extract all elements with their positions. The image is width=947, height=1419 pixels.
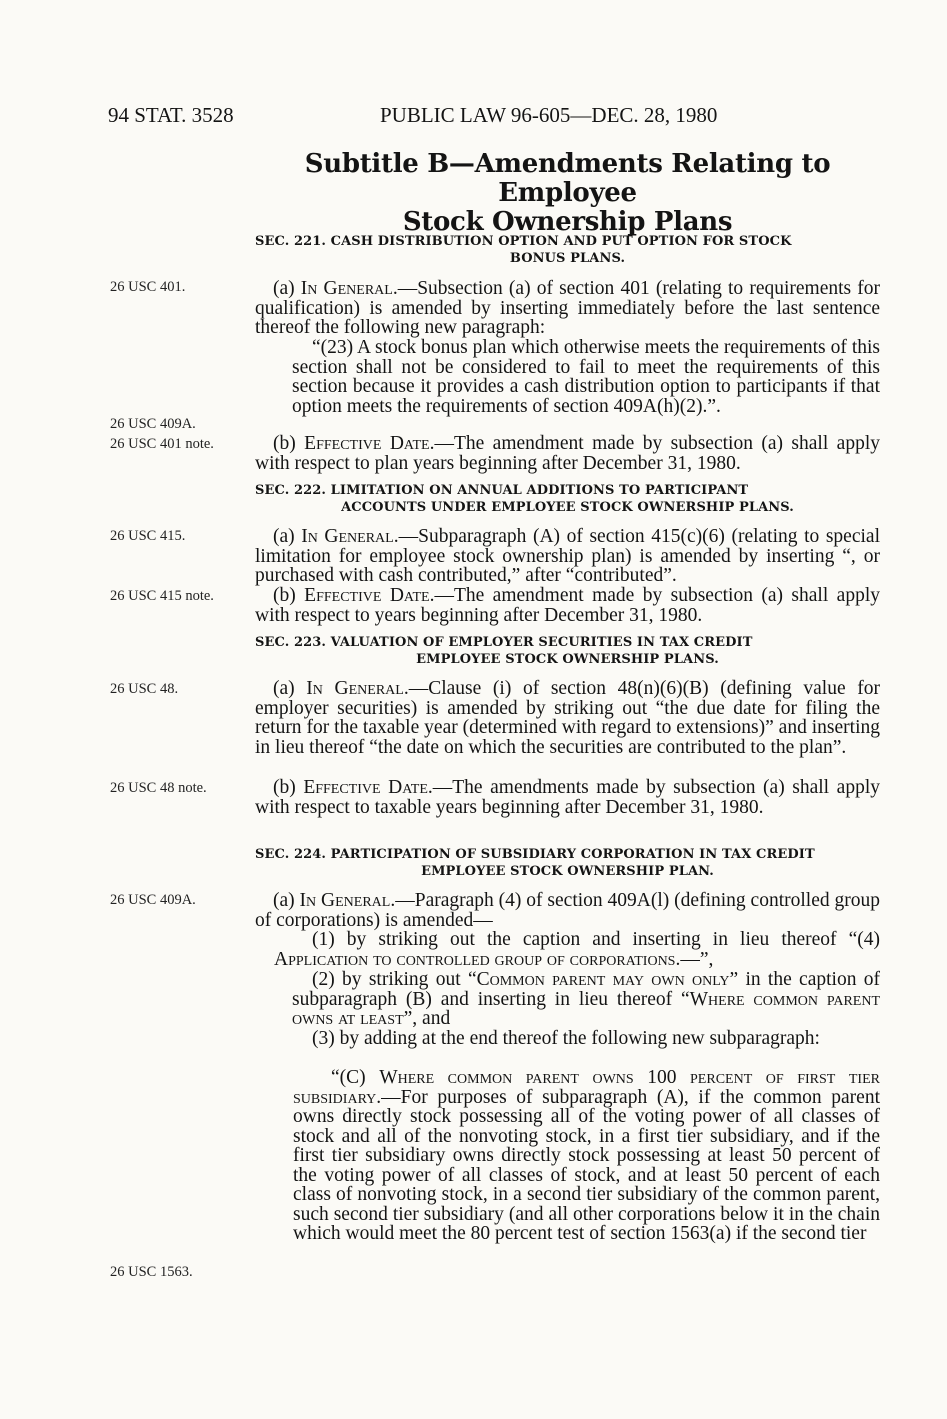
subtitle-line-2: Stock Ownership Plans <box>402 207 733 237</box>
margin-note: 26 USC 48 note. <box>110 780 207 796</box>
section-224-heading-cont: EMPLOYEE STOCK OWNERSHIP PLAN. <box>421 864 714 879</box>
section-223-b: (b) Effective Date.—The amendments made by subsection (a) shall apply with respect to taxable years beginning after December 31, 1980. <box>255 777 880 818</box>
section-223-a: (a) In General.—Clause (i) of section 48(n)(6)(B) (defining value for employer securities) is amended by striking out “the due date for filing the return for the taxable year (determined with regard to extensions)” and inserting in lieu thereof “the date on which the securities are contributed to the plan”. <box>255 678 880 758</box>
section-221-heading <box>255 233 880 267</box>
section-224-heading <box>255 846 880 880</box>
section-224-a: (a) In General.—Paragraph (4) of section 409A(l) (defining controlled group of corporations) is amended— <box>255 890 880 931</box>
section-223-heading <box>255 634 880 668</box>
section-221-heading-cont: BONUS PLANS. <box>509 251 626 266</box>
section-224-item-1: (1) by striking out the caption and inserting in lieu thereof “(4) Application to controlled group of corporations.—”, <box>274 929 880 970</box>
section-221-quote: “(23) A stock bonus plan which otherwise meets the requirements of this section shall not be considered to fail to meet the requirements of this section because it provides a cash distribution option to participants if that option meets the requirements of section 409A(h)(2).”. <box>292 337 880 417</box>
margin-note: 26 USC 415 note. <box>110 588 214 604</box>
margin-note: 26 USC 415. <box>110 528 186 544</box>
section-222-a: (a) In General.—Subparagraph (A) of section 415(c)(6) (relating to special limitation for employee stock ownership plan) is amended by inserting “, or purchased with cash contributed,” after “contributed”. <box>255 526 880 586</box>
caption: Where common parent owns 100 percent of first tier subsidiary. <box>293 1067 880 1108</box>
caption: In General. <box>306 678 409 699</box>
caption: Effective Date. <box>304 585 435 606</box>
caption: Common parent may own only <box>476 969 730 990</box>
caption: In General. <box>301 526 399 547</box>
caption: Where common parent owns at least <box>292 988 880 1029</box>
section-222-heading-line: SEC. 222. LIMITATION ON ANNUAL ADDITIONS TO PARTICIPANT <box>255 483 749 498</box>
section-221-a: (a) In General.—Subsection (a) of section 401 (relating to requirements for qualification) is amended by inserting immediately before the last sentence thereof the following new paragraph: <box>255 278 880 338</box>
margin-note: 26 USC 401 note. <box>110 436 214 452</box>
caption: In General. <box>299 890 396 911</box>
section-224-item-3: (3) by adding at the end thereof the following new subparagraph: <box>312 1028 820 1049</box>
caption: In General. <box>300 278 398 299</box>
subtitle-line-1: Subtitle B—Amendments Relating to Employee <box>304 149 831 208</box>
section-221-b: (b) Effective Date.—The amendment made by subsection (a) shall apply with respect to plan years beginning after December 31, 1980. <box>255 433 880 474</box>
section-222-heading-cont: ACCOUNTS UNDER EMPLOYEE STOCK OWNERSHIP PLANS. <box>341 500 794 515</box>
section-223-heading-cont: EMPLOYEE STOCK OWNERSHIP PLANS. <box>416 652 719 667</box>
section-224-heading-line: SEC. 224. PARTICIPATION OF SUBSIDIARY CORPORATION IN TAX CREDIT <box>255 847 815 862</box>
section-224-item-2: (2) by striking out “Common parent may own only” in the caption of subparagraph (B) and inserting in lieu thereof “Where common parent owns at least”, and <box>292 969 880 1029</box>
section-222-heading <box>255 482 880 516</box>
section-224-subparagraph-c: “(C) Where common parent owns 100 percent of first tier subsidiary.—For purposes of subparagraph (A), if the common parent owns directly stock possessing all of the voting power of all classes of stock and all of the nonvoting stock, in a first tier subsidiary, and if the first tier subsidiary owns directly stock possessing at least 50 percent of the voting power of all classes of stock, and at least 50 percent of each class of nonvoting stock, in a second tier subsidiary of the common parent, such second tier subsidiary (and all other corporations below it in the chain which would meet the 80 percent test of section 1563(a) if the second tier <box>293 1067 880 1244</box>
margin-note: 26 USC 409A. <box>110 892 196 908</box>
caption: Application to controlled group of corporations. <box>274 948 681 970</box>
section-221-heading-line: SEC. 221. CASH DISTRIBUTION OPTION AND PUT OPTION FOR STOCK <box>255 234 792 249</box>
section-222-b: (b) Effective Date.—The amendment made by subsection (a) shall apply with respect to years beginning after December 31, 1980. <box>255 585 880 626</box>
statute-page-number: 94 STAT. 3528 <box>108 103 234 127</box>
margin-note: 26 USC 409A. <box>110 416 196 432</box>
margin-note: 26 USC 401. <box>110 279 186 295</box>
caption: Effective Date. <box>304 433 435 454</box>
subtitle-heading <box>255 150 880 237</box>
running-head: PUBLIC LAW 96-605—DEC. 28, 1980 <box>380 103 718 127</box>
section-223-heading-line: SEC. 223. VALUATION OF EMPLOYER SECURITIES IN TAX CREDIT <box>255 635 753 650</box>
margin-note: 26 USC 1563. <box>110 1264 193 1280</box>
caption: Effective Date. <box>303 777 433 798</box>
margin-note: 26 USC 48. <box>110 681 179 697</box>
